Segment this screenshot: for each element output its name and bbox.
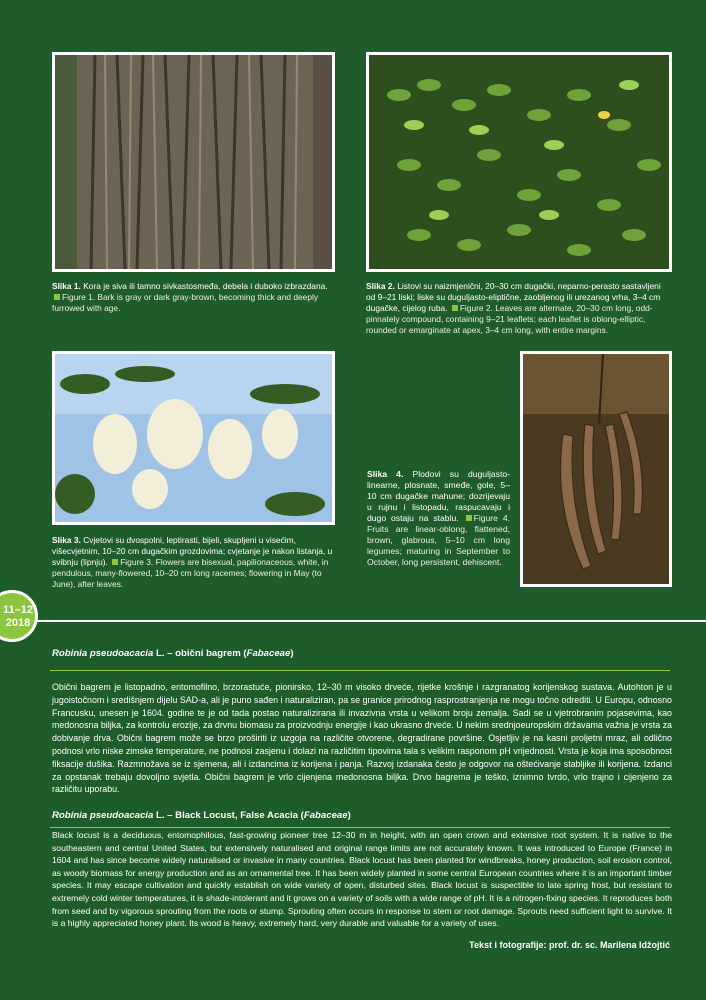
caption-text-en: Leaves are alternate, 20–30 cm long, odd-pinnately compound, containing 9–21 leaflets; each leaflet is oblong-elliptic, rounded or emarginate at apex, 3–4 cm long, with entire margins. [366,303,653,335]
caption-figure-2 [366,281,672,336]
body-text-hr: Obični bagrem je listopadno, entomofilno, brzorastuće, pionirsko, 12–30 m visoko drveće, rijetke krošnje i razgranatog korijenskog sustava. Autohton je u jugoistočnom i središnjem dijelu SAD-a, ali je puno sađen i naturaliziran, pa se granice prirodnog rasprostranjenja ne mogu točno odrediti. U Europu, odnosno Francusku, unesen je 1604. godine te je od tada postao naturalizirana ili invazivna vrsta u velikom broju zemalja. Sadi se u vjetrobranim pojasevima, kao medonosna biljka, za kontrolu erozije, za drvnu biomasu za proizvodnju energije i kao ukrasno drveće. U nekim srednjoeuropskim državama važna je vrsta za dobivanje drva. Obični bagrem može se brzo proširiti iz uzgoja na različite otvorene, degradirane površine. Osjetljiv je na kasni proljetni mraz, ali odlično podnosi vrlo niske zimske temperature, ne podnosi zasjenu i dolazi na različitim tipovima tala s velikim rasponom pH vrijednosti. Vrsta je koja ima sposobnost fiksacije dušika. Razmnožava se iz sjemena, ali i izdancima iz korijena i panja. Razvoj izdanaka često je odgovor na oštećivanje stabljike ili korijena. Izdanci za opstanak trebaju dovoljno svjetla. Obični bagrem je vrlo cijenjena medonosna biljka. Drvo bagrema je teško, iznimno tvrdo, vrlo trajno i cijenjeno za različitu uporabu. [52,682,672,795]
species-name: Robinia pseudoacacia [52,810,154,821]
caption-label: Slika 4. [367,469,404,479]
species-heading-en: Robinia pseudoacacia L. – Black Locust, False Acacia (Fabaceae) [52,810,351,821]
species-heading-hr: Robinia pseudoacacia L. – obični bagrem (Fabaceae) [52,648,294,659]
caption-label: Slika 2. [366,281,395,291]
caption-text-en: Bark is gray or dark gray-brown, becoming thick and deeply furrowed with age. [52,292,319,313]
bullet-square-icon [466,515,472,521]
caption-text-hr: Plodovi su duguljasto-linearne, plosnate, smeđe, gole, 5–10 cm dugačke mahune; dozrijevaju u rujnu i listopadu, raspucavaju i dugo ostaju na stablu. [367,469,511,523]
caption-text-hr: Kora je siva ili tamno sivkastosmeđa, debela i duboko izbrazdana. [80,281,328,291]
body-text-en: Black locust is a deciduous, entomophilous, fast-growing pioneer tree 12–30 m in height, with an open crown and extensive root system. It is native to the southeastern and central United States, but extensively naturalised and original range limits are not accurately known. It was introduced to Europe (France) in 1604 and has since become widely naturalised or invasive in many countries. Black locust has been planted for windbreaks, honey production, soil erosion control, as woody biomass for energy production and as an ornamental tree. It has been widely planted in some central European countries where it is an important timber species. It may escape cultivation and quickly establish on wide variety of open, disturbed sites. Black locust is suspectible to late spring frost, but resistant to extremely cold winter temperatures, it is shade-intolerant and it grows on a variety of soils with a wide range of pH. It is a nitrogen-fixing species. It reproduces both from seed and by vigorous sprouting from the roots or stump. Sprouting often occurs in response to stem or root damage. Sprouts need sufficient light to survive. It is a highly appreciated honey plant. Its wood is heavy, extremely hard, very durable and valuable for a variety of uses. [52,830,672,929]
caption-figure-4 [367,469,510,568]
photo-flowers [52,351,335,525]
issue-badge [0,590,38,642]
bullet-square-icon [452,305,458,311]
species-common-name: L. – Black Locust, False Acacia ( [153,810,304,821]
heading-underline [50,827,670,828]
species-name: Robinia pseudoacacia [52,648,154,659]
caption-figure-3 [52,535,335,590]
caption-label: Slika 3. [52,535,81,545]
caption-text-en: Fruits are linear-oblong, flattened, brown, glabrous, 5–10 cm long legumes; maturing in September to October, long persistent, dehiscent. [367,524,510,567]
issue-year: 2018 [5,617,31,629]
caption-text-hr: Cvjetovi su dvospolni, leptirasti, bijeli, skupljeni u visećim, višecvjetnim, 10–20 cm dugačkim grozdovima; cvjetanje je nakon listanja, u svibnju (lipnju). [52,535,333,567]
caption-label-en: Figure 3. [120,557,154,567]
photo-leaves [366,52,672,272]
photo-bark [52,52,335,272]
section-divider [32,620,706,622]
caption-label-en: Figure 4. [473,513,511,523]
heading-underline [50,670,670,671]
family-name: Fabaceae [246,648,291,659]
caption-text-hr: Listovi su naizmjenični, 20–30 cm dugački, neparno-perasto sastavljeni od 9–21 liski; liske su duguljasto-eliptične, zaobljenog ili urezanog vrha, 3–4 cm dugačke, cijelog ruba. [366,281,661,313]
caption-label: Slika 1. [52,281,81,291]
caption-text-en: Flowers are bisexual, papilionaceous, white, in pendulous, many-flowered, 10–20 cm long racemes; flowering in May (to June), after leaves. [52,557,329,589]
author-credit: Tekst i fotografije: prof. dr. sc. Marilena Idžojtić [469,940,670,950]
photo-pods [520,351,672,587]
bullet-square-icon [54,294,60,300]
family-name: Fabaceae [303,810,348,821]
caption-figure-1 [52,281,335,314]
bullet-square-icon [112,559,118,565]
caption-label-en: Figure 2. [459,303,493,313]
caption-label-en: Figure 1. [62,292,96,302]
issue-number: 11–12 [3,604,33,616]
species-common-name: L. – obični bagrem ( [153,648,247,659]
